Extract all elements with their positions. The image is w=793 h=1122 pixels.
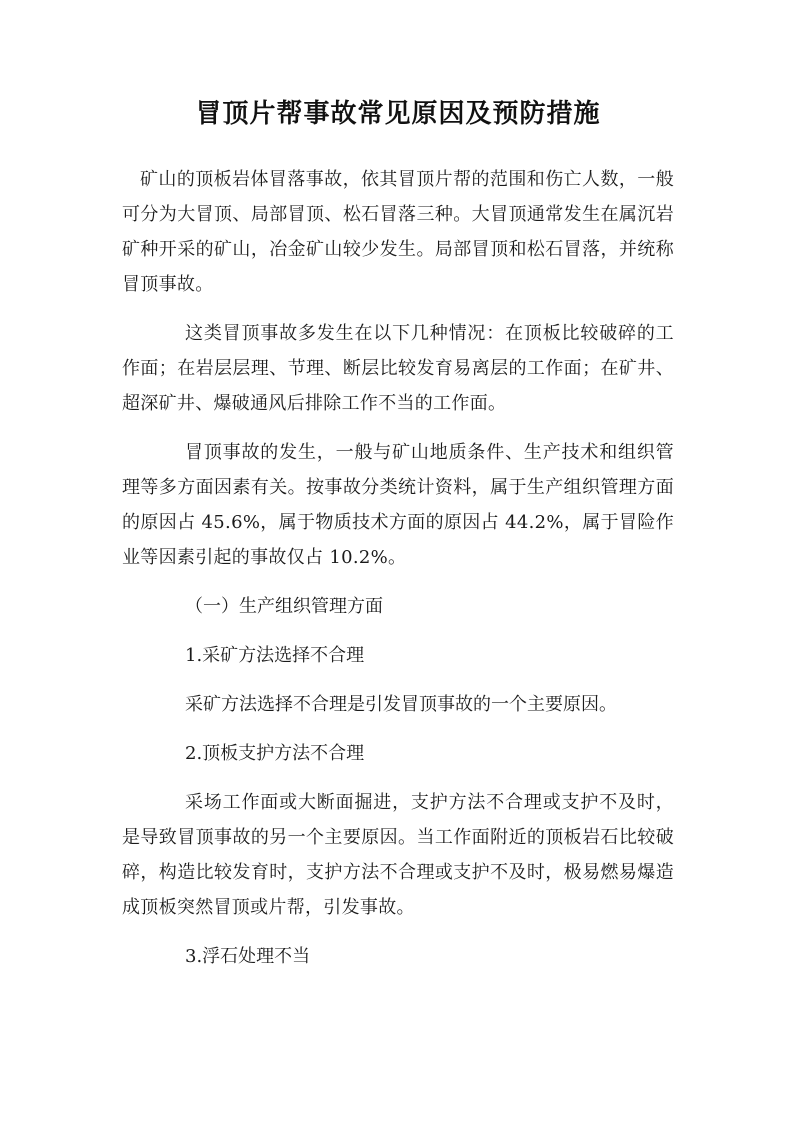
paragraph-intro: 矿山的顶板岩体冒落事故，依其冒顶片帮的范围和伤亡人数，一般可分为大冒顶、局部冒顶、松石冒落三种。大冒顶通常发生在属沉岩矿种开采的矿山，冶金矿山较少发生。局部冒顶和松石冒落，并统称冒顶事故。	[122, 169, 674, 295]
item-2-text: 采场工作面或大断面掘进，支护方法不合理或支护不及时，是导致冒顶事故的另一个主要原因。当工作面附近的顶板岩石比较破碎，构造比较发育时，支护方法不合理或支护不及时，极易燃易爆造成顶板突然冒顶或片帮，引发事故。	[122, 792, 674, 918]
paragraph-causes: 冒顶事故的发生，一般与矿山地质条件、生产技术和组织管理等多方面因素有关。按事故分类统计资料，属于生产组织管理方面的原因占 45.6%，属于物质技术方面的原因占 44.2%，属于冒险作业等因素引起的事故仅占 10.2%。	[122, 442, 674, 568]
item-1-text: 采矿方法选择不合理是引发冒顶事故的一个主要原因。	[185, 694, 617, 715]
document-title: 冒顶片帮事故常见原因及预防措施	[195, 99, 601, 129]
document-page	[122, 94, 674, 974]
section-heading: （一）生产组织管理方面	[185, 596, 383, 617]
item-1-heading: 1.采矿方法选择不合理	[185, 645, 365, 666]
item-3-heading: 3.浮石处理不当	[185, 946, 311, 967]
item-2-heading: 2.顶板支护方法不合理	[185, 743, 365, 764]
paragraph-situations: 这类冒顶事故多发生在以下几种情况：在顶板比较破碎的工作面；在岩层层理、节理、断层比较发育易离层的工作面；在矿井、超深矿井、爆破通风后排除工作不当的工作面。	[122, 323, 674, 414]
